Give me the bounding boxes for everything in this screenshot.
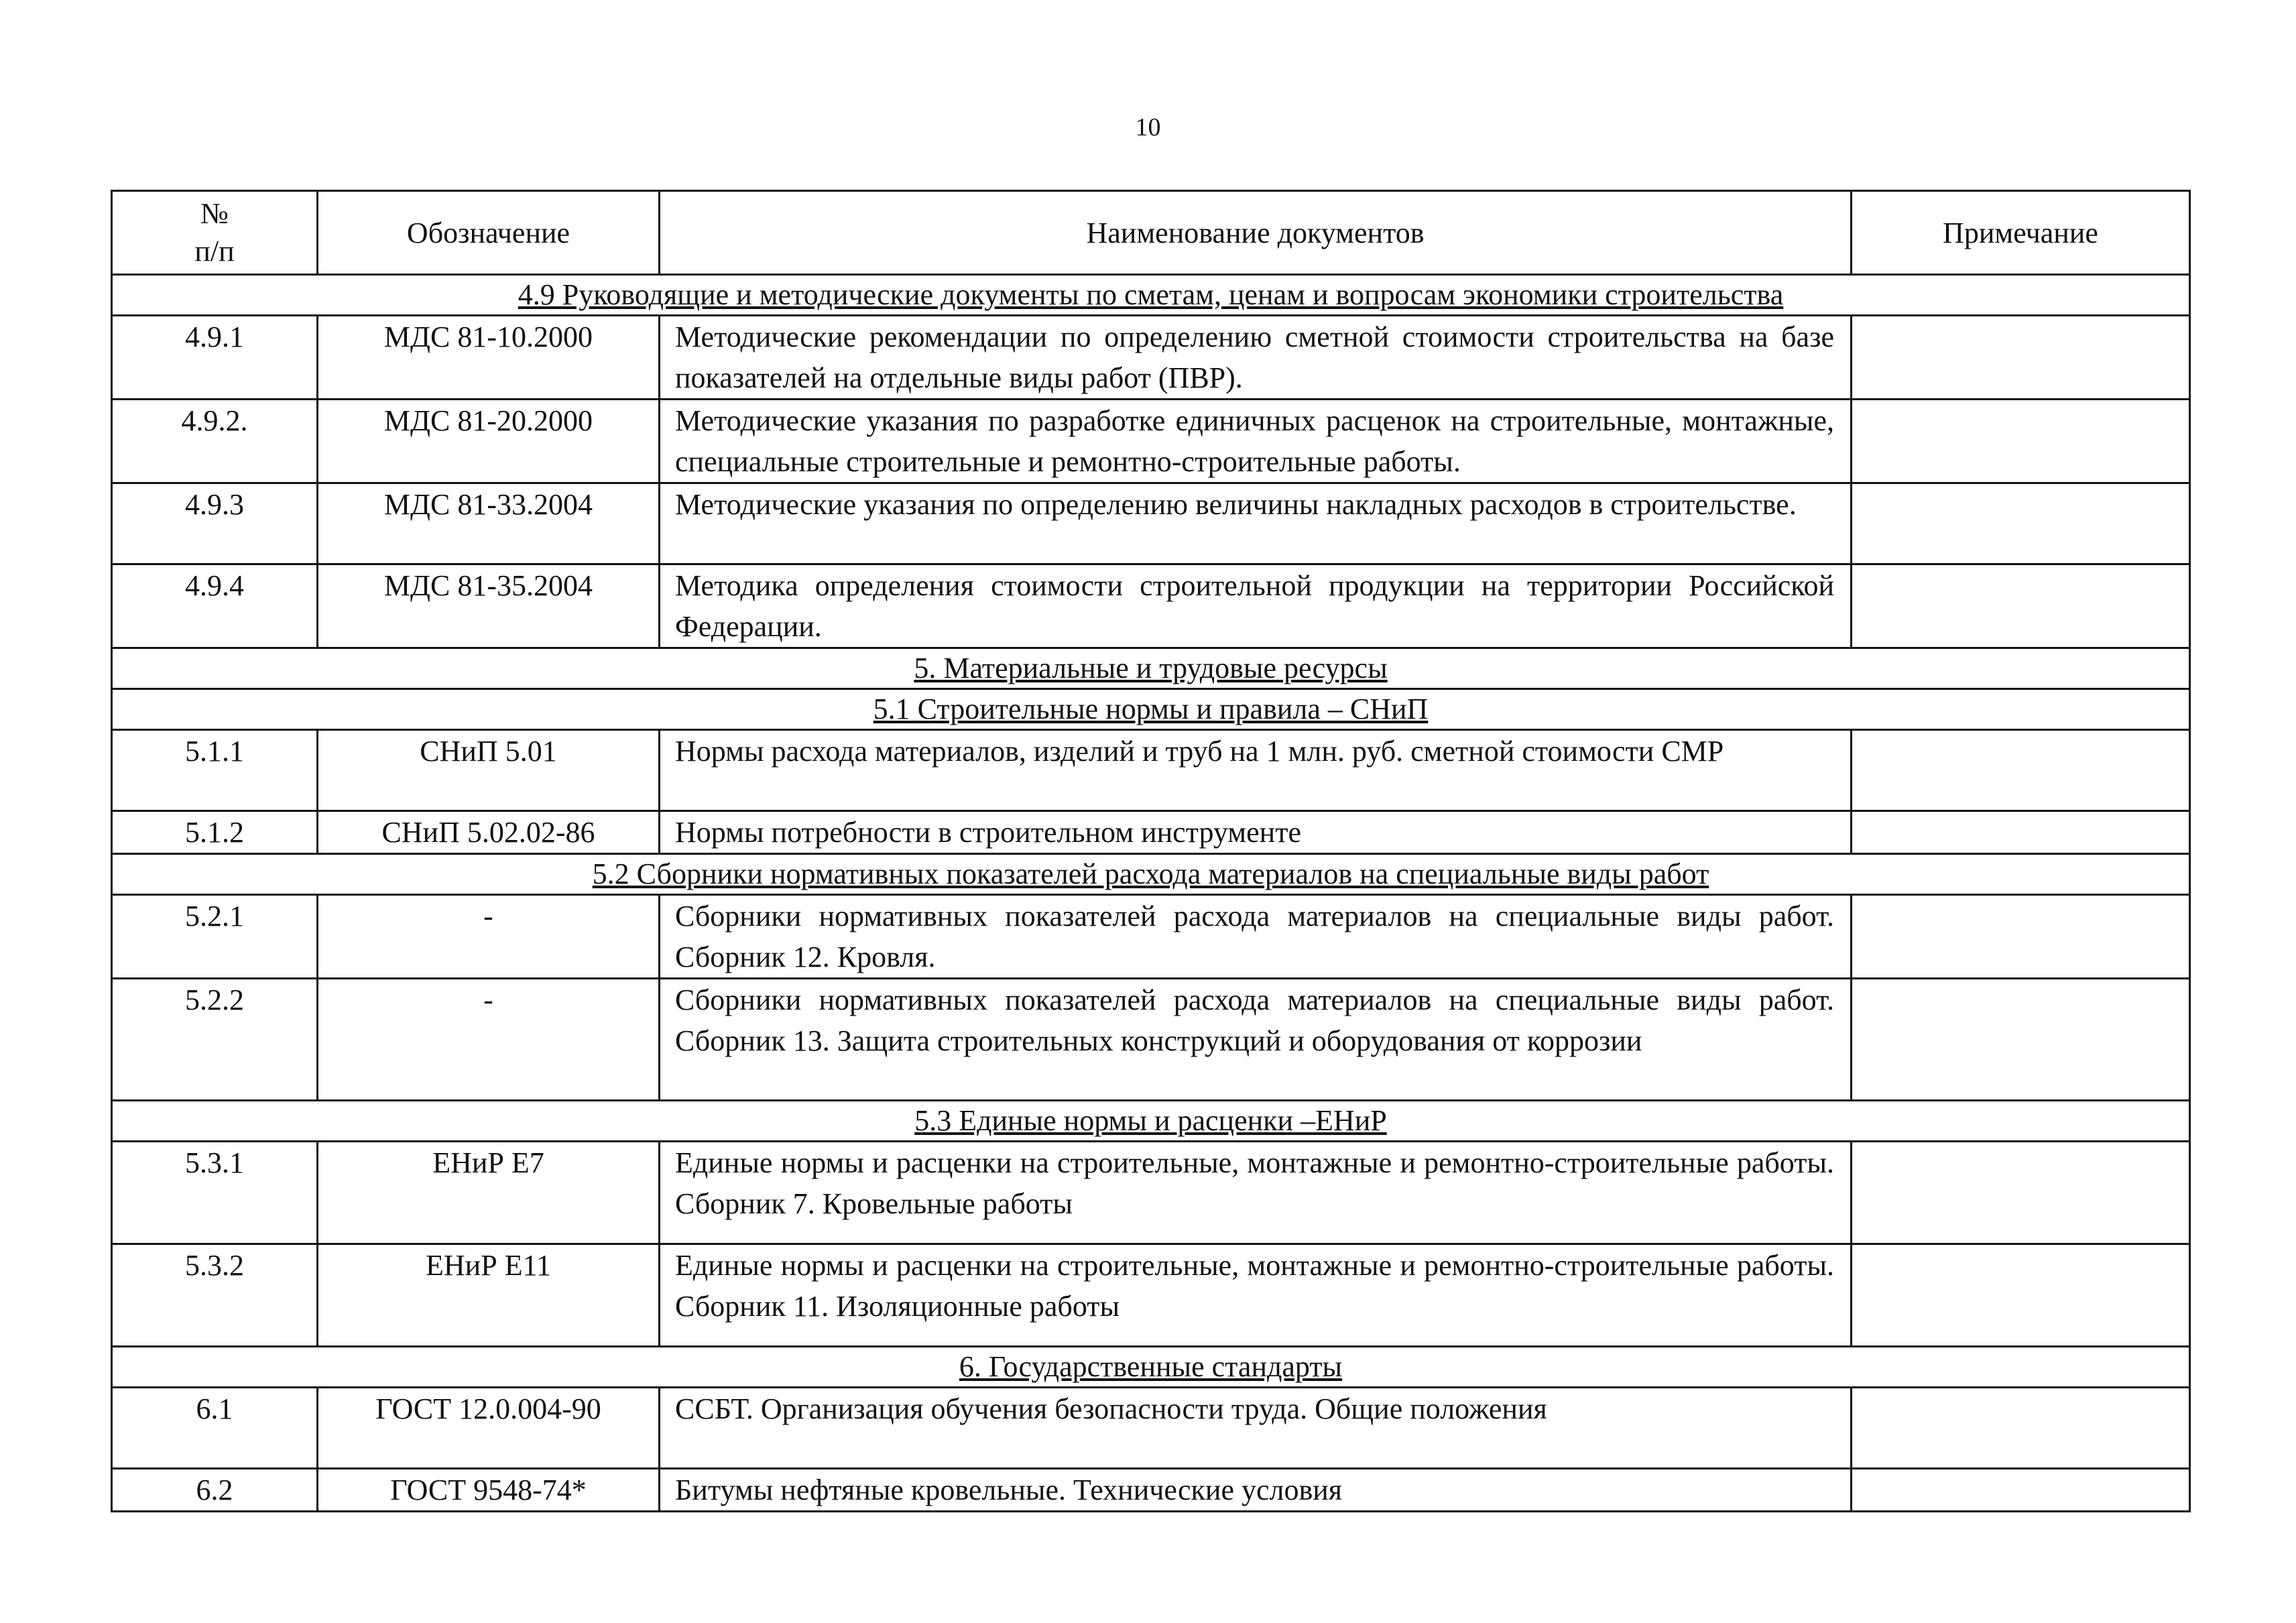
- row-code: ЕНиР Е11: [318, 1244, 660, 1347]
- row-name: Методические рекомендации по определению сметной стоимости строительства на базе показателей на отдельные виды работ (ПВР).: [660, 316, 1852, 400]
- row-code: -: [318, 895, 660, 979]
- row-number: 5.3.2: [112, 1244, 318, 1347]
- row-note: [1852, 400, 2190, 483]
- section-title: 6. Государственные стандарты: [112, 1347, 2190, 1388]
- row-note: [1852, 564, 2190, 648]
- row-code: МДС 81-20.2000: [318, 400, 660, 483]
- row-code: ГОСТ 12.0.004-90: [318, 1388, 660, 1469]
- table-row: [112, 730, 2190, 811]
- row-code: ЕНиР Е7: [318, 1142, 660, 1244]
- row-note: [1852, 1244, 2190, 1347]
- row-code: ГОСТ 9548-74*: [318, 1469, 660, 1512]
- row-number: 6.1: [112, 1388, 318, 1469]
- row-note: [1852, 483, 2190, 564]
- row-name: Нормы потребности в строительном инструменте: [660, 811, 1852, 854]
- table-row: [112, 400, 2190, 483]
- section-row: [112, 275, 2190, 316]
- row-note: [1852, 1469, 2190, 1512]
- row-name: Единые нормы и расценки на строительные, монтажные и ремонтно-строительные работы. Сборник 11. Изоляционные работы: [660, 1244, 1852, 1347]
- header-number-label: п/п: [194, 235, 235, 267]
- row-code: МДС 81-33.2004: [318, 483, 660, 564]
- table-header-row: [112, 191, 2190, 275]
- row-code: СНиП 5.01: [318, 730, 660, 811]
- section-row: [112, 689, 2190, 730]
- section-title: 5. Материальные и трудовые ресурсы: [112, 648, 2190, 689]
- row-note: [1852, 1142, 2190, 1244]
- row-number: 5.1.2: [112, 811, 318, 854]
- row-number: 5.3.1: [112, 1142, 318, 1244]
- row-name: Сборники нормативных показателей расхода материалов на специальные виды работ. Сборник 12. Кровля.: [660, 895, 1852, 979]
- row-name: Нормы расхода материалов, изделий и труб на 1 млн. руб. сметной стоимости СМР: [660, 730, 1852, 811]
- section-row: [112, 1347, 2190, 1388]
- table-row: [112, 1469, 2190, 1512]
- table-row: [112, 895, 2190, 979]
- row-number: 5.2.1: [112, 895, 318, 979]
- row-number: 5.1.1: [112, 730, 318, 811]
- section-row: [112, 648, 2190, 689]
- row-note: [1852, 811, 2190, 854]
- row-name: Методические указания по разработке единичных расценок на строительные, монтажные, специальные строительные и ремонтно-строительные работы.: [660, 400, 1852, 483]
- table-row: [112, 483, 2190, 564]
- row-note: [1852, 979, 2190, 1101]
- row-name: Битумы нефтяные кровельные. Технические условия: [660, 1469, 1852, 1512]
- row-code: МДС 81-10.2000: [318, 316, 660, 400]
- row-note: [1852, 730, 2190, 811]
- table-row: [112, 1244, 2190, 1347]
- header-code: Обозначение: [318, 191, 660, 275]
- row-name: Единые нормы и расценки на строительные, монтажные и ремонтно-строительные работы. Сборник 7. Кровельные работы: [660, 1142, 1852, 1244]
- row-note: [1852, 316, 2190, 400]
- header-number-symbol: №: [200, 197, 229, 230]
- row-name: ССБТ. Организация обучения безопасности труда. Общие положения: [660, 1388, 1852, 1469]
- row-number: 4.9.4: [112, 564, 318, 648]
- table-row: [112, 316, 2190, 400]
- section-title: 5.1 Строительные нормы и правила – СНиП: [112, 689, 2190, 730]
- table-row: [112, 979, 2190, 1101]
- page-number: 10: [1135, 113, 1161, 141]
- row-number: 4.9.2.: [112, 400, 318, 483]
- table-row: [112, 811, 2190, 854]
- row-number: 4.9.1: [112, 316, 318, 400]
- table-row: [112, 1388, 2190, 1469]
- row-code: -: [318, 979, 660, 1101]
- row-number: 6.2: [112, 1469, 318, 1512]
- header-note: Примечание: [1852, 191, 2190, 275]
- row-note: [1852, 1388, 2190, 1469]
- row-name: Сборники нормативных показателей расхода материалов на специальные виды работ. Сборник 13. Защита строительных конструкций и оборудования от коррозии: [660, 979, 1852, 1101]
- row-name: Методика определения стоимости строительной продукции на территории Российской Федерации.: [660, 564, 1852, 648]
- section-row: [112, 854, 2190, 895]
- section-row: [112, 1101, 2190, 1142]
- row-code: СНиП 5.02.02-86: [318, 811, 660, 854]
- header-number: [112, 191, 318, 275]
- documents-table: [111, 190, 2191, 1512]
- header-name: Наименование документов: [660, 191, 1852, 275]
- table-row: [112, 1142, 2190, 1244]
- section-title: 5.3 Единые нормы и расценки –ЕНиР: [112, 1101, 2190, 1142]
- section-title: 5.2 Сборники нормативных показателей расхода материалов на специальные виды работ: [112, 854, 2190, 895]
- section-title: 4.9 Руководящие и методические документы по сметам, ценам и вопросам экономики строительства: [112, 275, 2190, 316]
- row-note: [1852, 895, 2190, 979]
- row-name: Методические указания по определению величины накладных расходов в строительстве.: [660, 483, 1852, 564]
- row-code: МДС 81-35.2004: [318, 564, 660, 648]
- row-number: 5.2.2: [112, 979, 318, 1101]
- row-number: 4.9.3: [112, 483, 318, 564]
- table-row: [112, 564, 2190, 648]
